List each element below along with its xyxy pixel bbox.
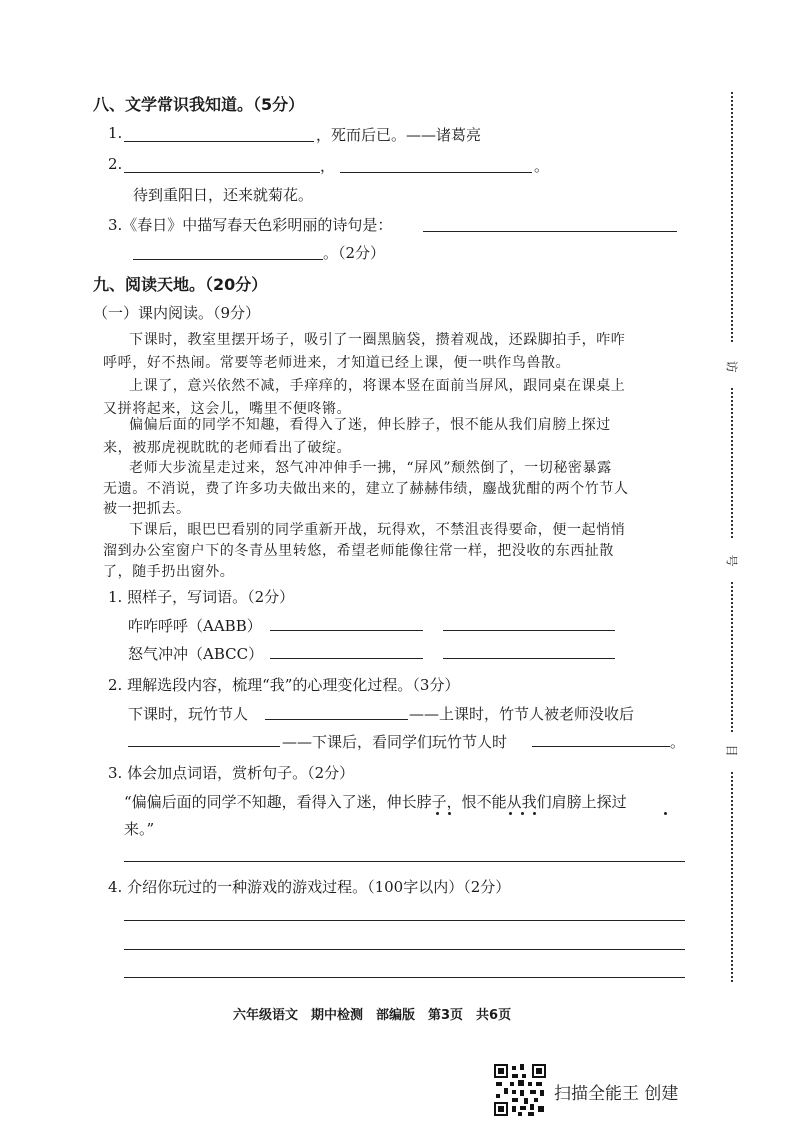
s9-q2-prompt: 2. 理解选段内容，梳理“我”的心理变化过程。（3分） <box>108 676 460 694</box>
s9-q1-prompt: 1. 照样子，写词语。（2分） <box>108 588 295 606</box>
scanner-watermark: 扫描全能王 创建 <box>554 1084 679 1104</box>
s9-q3-prompt: 3. 体会加点词语，赏析句子。（2分） <box>108 764 355 782</box>
s9-q3-quote-2: 来。” <box>124 820 155 838</box>
s9-q2-part-b: ——上课时，竹节人被老师没收后 <box>409 705 635 723</box>
s9-q3-answer-line[interactable] <box>124 861 685 862</box>
s9-q1-example-2: 怒气冲冲（ABCC） <box>128 645 264 663</box>
passage-line: 来，被那虎视眈眈的老师看出了破绽。 <box>103 440 352 456</box>
s8-q1-number: 1. <box>108 124 123 142</box>
passage-line: 呼呼，好不热闹。常要等老师进来，才知道已经上课，便一哄作鸟兽散。 <box>103 355 571 371</box>
binding-margin-line <box>731 92 733 342</box>
emphasis-dot <box>533 812 536 815</box>
s8-q2-blank-2[interactable] <box>340 172 532 173</box>
passage-line: 偏偏后面的同学不知趣，看得入了迷，伸长脖子，恨不能从我们肩膀上探过 <box>129 417 611 433</box>
s9-q2-part-a: 下课时，玩竹节人 <box>128 705 249 723</box>
s9-q2-end: 。 <box>670 733 686 751</box>
binding-margin-line <box>731 388 733 538</box>
s9-sub-1: （一）课内阅读。（9分） <box>93 304 261 322</box>
s8-q3-points: 。（2分） <box>323 244 386 262</box>
passage-line: 上课了，意兴依然不减，手痒痒的，将课本竖在面前当屏风，跟同桌在课桌上 <box>129 378 626 394</box>
s8-q1-blank[interactable] <box>124 141 314 142</box>
binding-label: 访 <box>724 360 739 373</box>
emphasis-dot <box>664 812 667 815</box>
passage-line: 溜到办公室窗户下的冬青丛里转悠，希望老师能像往常一样，把没收的东西扯散 <box>103 543 614 559</box>
s8-q2-comma: ， <box>320 157 336 175</box>
binding-margin-line <box>731 772 733 982</box>
s9-q1-blank-1a[interactable] <box>270 630 423 631</box>
section-9-title: 九、阅读天地。（20分） <box>93 275 268 294</box>
passage-line: 老师大步流星走过来，怒气冲冲伸手一拂，“屏风”颓然倒了，一切秘密暴露 <box>129 460 612 476</box>
s9-q2-part-c: ——下课后，看同学们玩竹节人时 <box>282 733 508 751</box>
s9-q1-blank-2b[interactable] <box>443 658 615 659</box>
binding-label: 目 <box>724 744 739 757</box>
s9-q3-quote-1: “偏偏后面的同学不知趣，看得入了迷，伸长脖子，恨不能从我们肩膀上探过 <box>124 793 627 811</box>
s8-q2-line2: 待到重阳日，还来就菊花。 <box>133 186 314 204</box>
passage-line: 又拼将起来，这会儿，嘴里不便咚锵。 <box>103 401 352 417</box>
binding-margin-line <box>731 582 733 732</box>
section-8-title: 八、文学常识我知道。（5分） <box>93 95 305 114</box>
s9-q1-blank-1b[interactable] <box>443 630 615 631</box>
s9-q2-blank-3[interactable] <box>532 746 670 747</box>
emphasis-dot <box>509 812 512 815</box>
s8-q1-suffix: ，死而后已。——诸葛亮 <box>316 126 482 144</box>
s9-q1-example-1: 咋咋呼呼（AABB） <box>128 617 262 635</box>
s8-q3-blank-2[interactable] <box>133 259 323 260</box>
binding-label: 号 <box>724 554 739 567</box>
s8-q3-blank-1[interactable] <box>423 231 677 232</box>
emphasis-dot <box>436 812 439 815</box>
passage-line: 了，随手扔出窗外。 <box>103 564 235 580</box>
passage-line: 被一把抓去。 <box>103 501 191 517</box>
s8-q3-text: 3.《春日》中描写春天色彩明丽的诗句是： <box>108 216 393 234</box>
emphasis-dot <box>521 812 524 815</box>
s8-q2-end: 。 <box>534 157 550 175</box>
emphasis-dot <box>448 812 451 815</box>
qr-code-icon <box>494 1064 546 1116</box>
s9-q2-blank-2[interactable] <box>128 746 280 747</box>
s9-q2-blank-1[interactable] <box>265 719 408 720</box>
s8-q2-number: 2. <box>108 155 123 173</box>
s9-q4-answer-line-1[interactable] <box>124 920 685 921</box>
passage-line: 下课后，眼巴巴看别的同学重新开战，玩得欢，不禁沮丧得要命，便一起悄悄 <box>129 522 626 538</box>
passage-line: 下课时，教室里摆开场子，吸引了一圈黑脑袋，攒着观战，还跺脚拍手，咋咋 <box>129 332 626 348</box>
s8-q2-blank-1[interactable] <box>124 172 320 173</box>
s9-q4-answer-line-2[interactable] <box>124 949 685 950</box>
page-footer: 六年级语文 期中检测 部编版 第3页 共6页 <box>233 1008 512 1023</box>
s9-q4-prompt: 4. 介绍你玩过的一种游戏的游戏过程。（100字以内）（2分） <box>108 878 511 896</box>
s9-q1-blank-2a[interactable] <box>270 658 423 659</box>
s9-q4-answer-line-3[interactable] <box>124 977 685 978</box>
passage-line: 无遗。不消说，费了许多功夫做出来的，建立了赫赫伟绩，鏖战犹酣的两个竹节人 <box>103 481 629 497</box>
